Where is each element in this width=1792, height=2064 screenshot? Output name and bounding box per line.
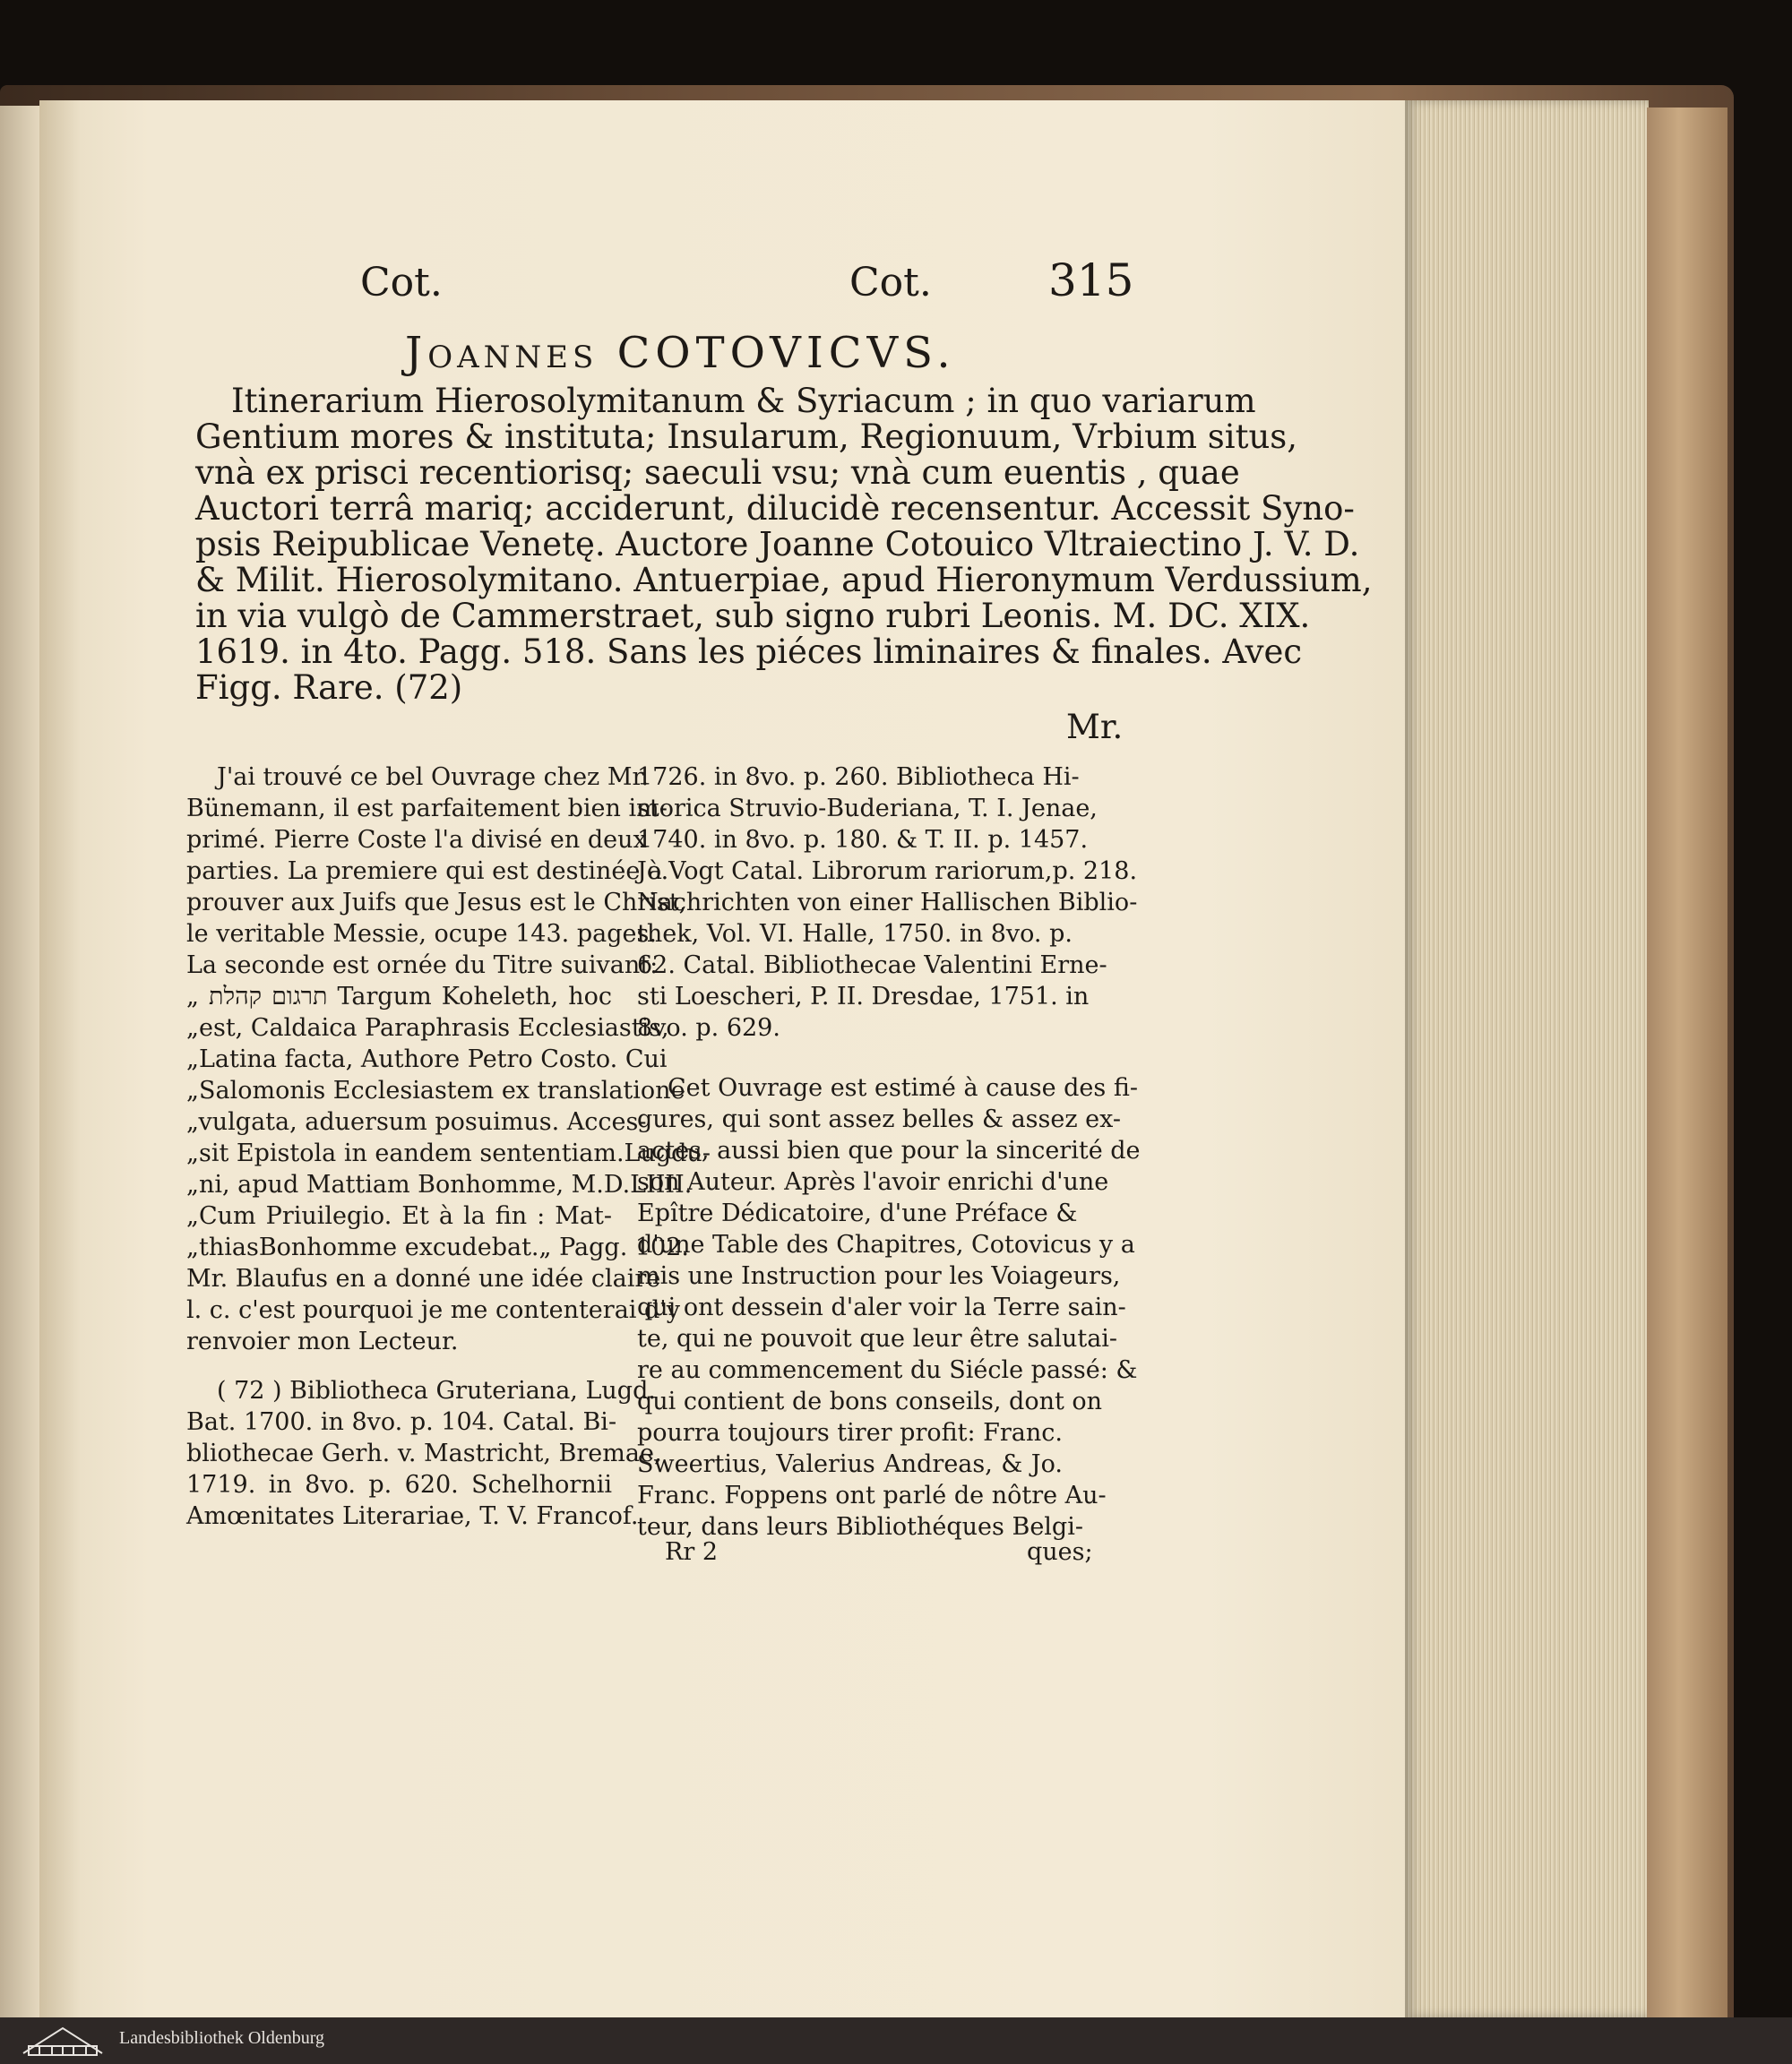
note-line: 62. Catal. Bibliothecae Valentini Erne- [637,951,1107,979]
text-line: Cet Ouvrage est estimé à cause des fi- [668,1074,1138,1102]
page-number: 315 [1048,254,1134,306]
text-line: le veritable Messie, ocupe 143. pages. [186,920,657,948]
entry-line: Auctori terrâ mariq; acciderunt, dilucidè recensentur. Accessit Syno- [195,489,1355,528]
text-line: teur, dans leurs Bibliothéques Belgi- [637,1513,1083,1541]
text-line: Sweertius, Valerius Andreas, & Jo. [637,1450,1063,1478]
text-line: primé. Pierre Coste l'a divisé en deux [186,826,647,854]
entry-line: in via vulgò de Cammerstraet, sub signo rubri Leonis. M. DC. XIX. [195,597,1311,635]
note-line: 8vo. p. 629. [637,1014,780,1042]
entry-line: 1619. in 4to. Pagg. 518. Sans les piéces liminaires & finales. Avec [195,632,1303,671]
cover-edge [1647,108,1727,2017]
text-line: parties. La premiere qui est destinée à [186,857,663,885]
text-line: „sit Epistola in eandem sententiam.Lugdu- [186,1140,711,1167]
left-page-edge [0,106,43,2017]
note-line: 1740. in 8vo. p. 180. & T. II. p. 1457. [637,826,1089,854]
text-line: „est, Caldaica Paraphrasis Ecclesiastis, [186,1014,669,1042]
text-line: gures, qui sont assez belles & assez ex- [637,1105,1122,1133]
text-line: renvoier mon Lecteur. [186,1328,459,1355]
text-line: „Latina facta, Authore Petro Costo. Cui [186,1045,668,1073]
library-name: Landesbibliothek Oldenburg [119,2028,325,2048]
entry-line: Gentium mores & instituta; Insularum, Regionuum, Vrbium situs, [195,417,1298,456]
text-line: „Salomonis Ecclesiastem ex translatione [186,1077,685,1105]
catchword-bottom: ques; [1027,1538,1093,1566]
text-line: Franc. Foppens ont parlé de nôtre Au- [637,1482,1107,1509]
footnote-continuation [637,761,1138,1044]
catchword: Mr. [1066,708,1124,746]
entry-line: vnà ex prisci recentiorisq; saeculi vsu; vnà cum euentis , quae [195,453,1240,492]
note-line: thek, Vol. VI. Halle, 1750. in 8vo. p. [637,920,1073,948]
text-line: son Auteur. Après l'avoir enrichi d'une [637,1168,1109,1196]
entry-title: JOANNES COTOVICVS. [405,328,956,378]
text-line: qui contient de bons conseils, dont on [637,1388,1103,1415]
text-line: „thiasBonhomme excudebat.„ Pagg. 102. [186,1234,689,1261]
note-line: 1726. in 8vo. p. 260. Bibliotheca Hi- [637,763,1080,791]
text-line: J'ai trouvé ce bel Ouvrage chez Mr. [217,763,650,791]
note-line: Jo.Vogt Catal. Librorum rariorum,p. 218. [637,857,1138,885]
note-line: storica Struvio-Buderiana, T. I. Jenae, [637,795,1098,822]
note-line: 1719. in 8vo. p. 620. Schelhornii [186,1471,612,1499]
text-line: actes, aussi bien que pour la sincerité de [637,1137,1141,1165]
running-head-left: Cot. [360,260,443,305]
note-line: sti Loescheri, P. II. Dresdae, 1751. in [637,983,1090,1010]
text-line: „Cum Priuilegio. Et à la fin : Mat- [186,1202,612,1230]
text-line: l. c. c'est pourquoi je me contenterai d'y [186,1296,680,1324]
entry-description [195,382,1373,707]
text-line: pourra toujours tirer profit: Franc. [637,1419,1063,1447]
text-line: d'une Table des Chapitres, Cotovicus y a [637,1231,1135,1259]
text-line: La seconde est ornée du Titre suivant: [186,951,659,979]
text-line: „vulgata, aduersum posuimus. Acces- [186,1108,647,1136]
footnote-72 [186,1375,662,1532]
text-line: qui ont dessein d'aler voir la Terre sain- [637,1294,1126,1321]
note-line: Bat. 1700. in 8vo. p. 104. Catal. Bi- [186,1408,617,1436]
library-logo-icon [18,2023,108,2059]
text-line: „ni, apud Mattiam Bonhomme, M.D.LIIII. [186,1171,693,1199]
note-line: bliothecae Gerh. v. Mastricht, Bremae, [186,1440,662,1467]
note-line: Amœnitates Literariae, T. V. Francof. [186,1502,639,1530]
text-line: Mr. Blaufus en a donné une idée claire [186,1265,661,1293]
text-line: mis une Instruction pour les Voiageurs, [637,1262,1121,1290]
text-line: Epître Dédicatoire, d'une Préface & [637,1200,1078,1227]
entry-line: & Milit. Hierosolymitano. Antuerpiae, apud Hieronymum Verdussium, [195,561,1373,599]
note-line: ( 72 ) Bibliotheca Gruteriana, Lugd. [217,1377,656,1405]
entry-line: Itinerarium Hierosolymitanum & Syriacum ; in quo variarum [231,382,1256,420]
entry-line: Figg. Rare. (72) [195,668,463,707]
signature-mark: Rr 2 [665,1538,718,1566]
text-line: re au commencement du Siécle passé: & [637,1356,1138,1384]
text-line: Bünemann, il est parfaitement bien im- [186,795,668,822]
text-line: te, qui ne pouvoit que leur être salutai- [637,1325,1118,1353]
text-line: prouver aux Juifs que Jesus est le Christ, [186,889,687,916]
running-head-middle: Cot. [849,260,932,305]
right-column-text [637,1072,1141,1543]
page-edges [1405,100,1649,2017]
text-line: „ תרגום קהלת Targum Koheleth, hoc [186,983,612,1010]
entry-line: psis Reipublicae Venetę. Auctore Joanne Cotouico Vltraiectino J. V. D. [195,525,1360,563]
note-line: Nachrichten von einer Hallischen Biblio- [637,889,1138,916]
